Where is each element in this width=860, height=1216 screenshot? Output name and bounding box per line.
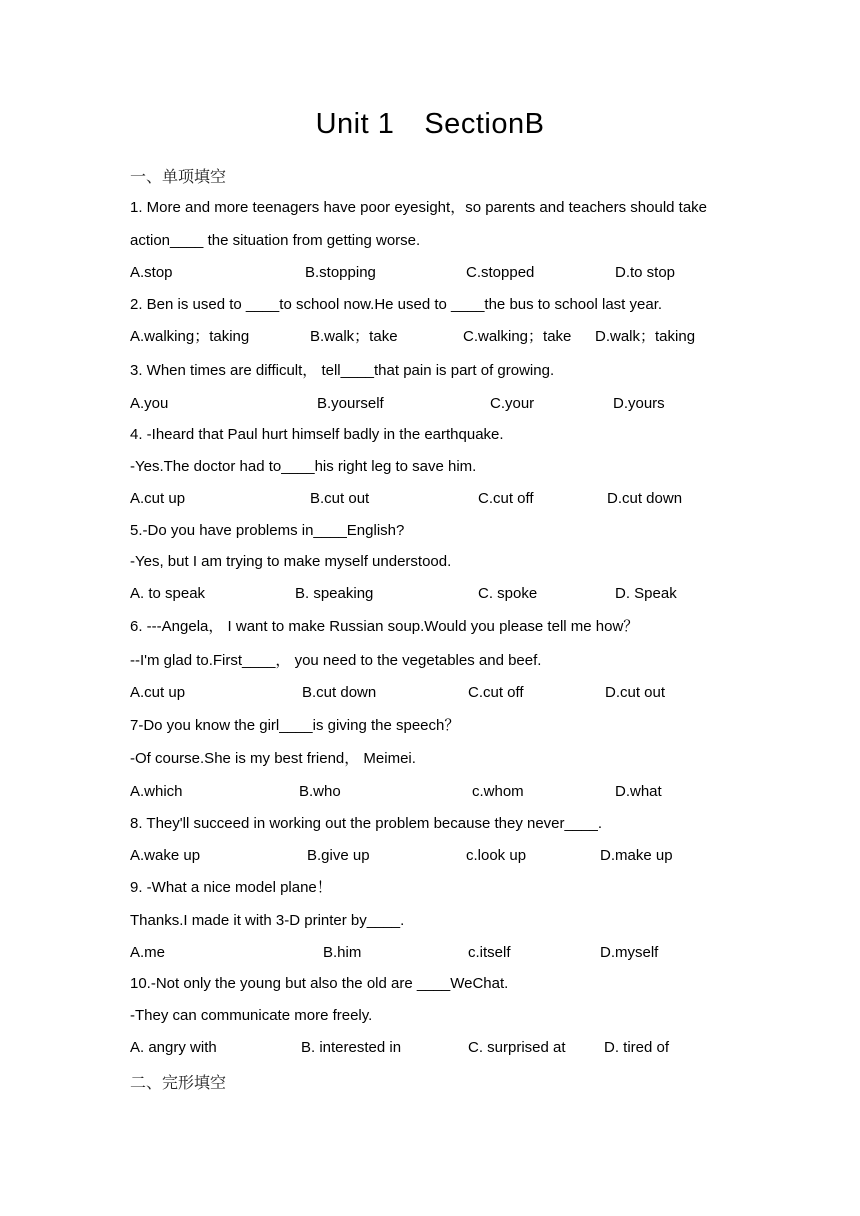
q3-option-a: A.you (130, 395, 169, 412)
question-9-stem-cont: Thanks.I made it with 3-D printer by____. (130, 912, 405, 929)
question-6-stem: 6. ---Angela， I want to make Russian soup.Would you please tell me how？ (130, 618, 639, 635)
question-6-stem-cont: --I'm glad to.First____， you need to the vegetables and beef. (130, 652, 542, 669)
q9-option-b: B.him (323, 944, 362, 961)
question-9-stem: 9. -What a nice model plane！ (130, 879, 332, 896)
question-7-stem: 7-Do you know the girl____is giving the speech？ (130, 717, 460, 734)
q2-option-d: D.walk；taking (595, 328, 696, 345)
question-10-stem-cont: -They can communicate more freely. (130, 1007, 373, 1024)
title-section: SectionB (424, 108, 545, 140)
q7-option-b: B.who (299, 783, 341, 800)
q5-option-b: B. speaking (295, 585, 374, 602)
question-3-stem: 3. When times are difficult， tell____that pain is part of growing. (130, 362, 555, 379)
q8-option-b: B.give up (307, 847, 370, 864)
q7-option-a: A.which (130, 783, 183, 800)
question-7-stem-cont: -Of course.She is my best friend， Meimei. (130, 750, 416, 767)
q7-option-d: D.what (615, 783, 662, 800)
q1-option-b: B.stopping (305, 264, 376, 281)
q8-option-c: c.look up (466, 847, 527, 864)
q7-option-c: c.whom (472, 783, 524, 800)
q4-option-b: B.cut out (310, 490, 370, 507)
q4-option-a: A.cut up (130, 490, 186, 507)
question-1-stem-cont: action____ the situation from getting worse. (130, 232, 421, 249)
q2-option-b: B.walk；take (310, 328, 398, 345)
q8-option-a: A.wake up (130, 847, 201, 864)
q6-option-d: D.cut out (605, 684, 666, 701)
q3-option-c: C.your (490, 395, 535, 412)
q9-option-a: A.me (130, 944, 166, 961)
q2-option-a: A.walking；taking (130, 328, 250, 345)
question-4-stem-cont: -Yes.The doctor had to____his right leg to save him. (130, 458, 477, 475)
question-4-stem: 4. -Iheard that Paul hurt himself badly in the earthquake. (130, 426, 504, 443)
q5-option-c: C. spoke (478, 585, 538, 602)
q9-option-d: D.myself (600, 944, 659, 961)
question-5-stem: 5.-Do you have problems in____English? (130, 522, 405, 539)
question-5-stem-cont: -Yes, but I am trying to make myself understood. (130, 553, 452, 570)
section-heading-cloze: 二、完形填空 (130, 1073, 227, 1092)
q5-option-a: A. to speak (130, 585, 206, 602)
q10-option-a: A. angry with (130, 1039, 217, 1056)
q1-option-d: D.to stop (615, 264, 676, 281)
q5-option-d: D. Speak (615, 585, 677, 602)
q6-option-c: C.cut off (468, 684, 524, 701)
question-10-stem: 10.-Not only the young but also the old are ____WeChat. (130, 975, 509, 992)
q3-option-b: B.yourself (317, 395, 384, 412)
q3-option-d: D.yours (613, 395, 665, 412)
q10-option-c: C. surprised at (468, 1039, 566, 1056)
question-8-stem: 8. They'll succeed in working out the problem because they never____. (130, 815, 603, 832)
q8-option-d: D.make up (600, 847, 673, 864)
q4-option-d: D.cut down (607, 490, 683, 507)
q6-option-a: A.cut up (130, 684, 186, 701)
section-heading-single-choice: 一、单项填空 (130, 167, 227, 186)
q4-option-c: C.cut off (478, 490, 534, 507)
q2-option-c: C.walking；take (463, 328, 572, 345)
q6-option-b: B.cut down (302, 684, 377, 701)
question-1-stem: 1. More and more teenagers have poor eyesight，so parents and teachers should take (130, 199, 708, 216)
q1-option-c: C.stopped (466, 264, 535, 281)
page-title (0, 104, 860, 144)
title-unit: Unit 1 (315, 108, 395, 140)
q10-option-d: D. tired of (604, 1039, 670, 1056)
q9-option-c: c.itself (468, 944, 511, 961)
q10-option-b: B. interested in (301, 1039, 402, 1056)
q1-option-a: A.stop (130, 264, 173, 281)
question-2-stem: 2. Ben is used to ____to school now.He used to ____the bus to school last year. (130, 296, 663, 313)
